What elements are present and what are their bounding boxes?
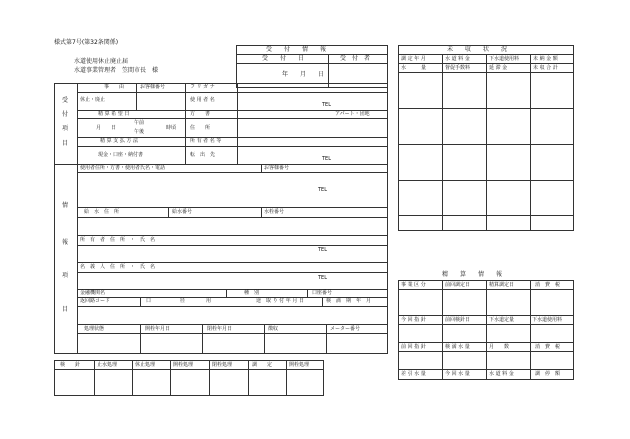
uncollected-r1c4: 未 納 金 額 bbox=[533, 56, 558, 62]
bank-name-label: 金融機関名 bbox=[80, 290, 106, 296]
settlement-r2c1: 今 回 指 針 bbox=[401, 317, 426, 323]
uncollected-r2c4: 未 収 合 計 bbox=[533, 65, 558, 71]
close-date-label: 閉栓年月日 bbox=[207, 326, 233, 332]
open-date-label: 開栓年月日 bbox=[145, 326, 171, 332]
jiyu-label: 事 由 bbox=[104, 84, 125, 90]
furigana-label: フ リ ガ ナ bbox=[190, 84, 215, 90]
reception-date-value: 年 月 日 bbox=[282, 71, 325, 78]
bottom-col-7: 開栓処理 bbox=[289, 362, 310, 368]
uncollected-r2c2: 督促手数料 bbox=[445, 65, 471, 71]
receiver-label: 受 付 者 bbox=[340, 55, 371, 62]
form-addressee: 水道事業管理者 笠間市長 様 bbox=[74, 67, 159, 74]
settlement-r1c1: 事 業 区 分 bbox=[401, 282, 426, 288]
settle-date-label: 精 算 希 望 日 bbox=[98, 111, 130, 117]
keiro-label: 径 bbox=[180, 298, 186, 304]
info-tel-1: TEL bbox=[318, 187, 327, 193]
kyushi-haishi-label: 休止・廃止 bbox=[80, 97, 106, 103]
forward-to-label: 転 出 先 bbox=[190, 152, 216, 158]
settlement-r4c1: 差 引 水 量 bbox=[401, 371, 426, 377]
meter-serial-label: メーター番号 bbox=[330, 326, 361, 332]
settlement-r1c2: 前回調定日 bbox=[445, 282, 471, 288]
payment-method-label: 精 算 支 払 方 法 bbox=[100, 138, 138, 144]
user-name-label: 使 用 者 名 bbox=[190, 97, 215, 103]
reception-tel-2: TEL bbox=[322, 156, 331, 162]
bottom-col-1: 検 針 bbox=[60, 362, 81, 368]
info-side-2: 報 bbox=[61, 239, 68, 246]
customer-no-label: お客様番号 bbox=[140, 84, 166, 90]
settlement-r4c2: 今 回 水 量 bbox=[445, 371, 470, 377]
uncollected-r2c1: 水 量 bbox=[401, 65, 427, 71]
settlement-r2c3: 下水道定量 bbox=[489, 317, 515, 323]
settlement-r4c3: 水 道 料 金 bbox=[489, 371, 514, 377]
reception-tel-1: TEL bbox=[322, 102, 331, 108]
expiry-label: 満 期 年 月 bbox=[336, 298, 372, 304]
reception-date-label: 受 付 日 bbox=[262, 55, 305, 62]
main-form-box bbox=[54, 83, 388, 354]
return-code-label: 返回路コード bbox=[80, 298, 111, 304]
supply-address-label: 給 水 住 所 bbox=[84, 209, 120, 215]
use-label: 用 bbox=[206, 298, 212, 304]
reception-side-3: 項 bbox=[61, 125, 68, 132]
time-label: 時頃 bbox=[166, 125, 177, 131]
owner-no-label: 所 有 者 名 等 bbox=[190, 138, 222, 144]
settlement-r3c1: 前 回 指 針 bbox=[401, 344, 426, 350]
kenman-label: 検 bbox=[326, 298, 332, 304]
month-day-label: 月 日 bbox=[96, 125, 117, 131]
apartment-label: アパート・団地 bbox=[335, 111, 370, 117]
address-label: 住 所 bbox=[190, 125, 211, 131]
nominee-address-label: 名 義 人 住 所 ・ 氏 名 bbox=[80, 264, 156, 270]
uncollected-header: 未 収 状 況 bbox=[447, 46, 508, 53]
uncollected-r1c3: 下水道使用料 bbox=[489, 56, 520, 62]
info-side-4: 目 bbox=[61, 306, 68, 313]
settlement-r2c4: 下水道使用料 bbox=[532, 317, 563, 323]
houshoku-label: 方 書 bbox=[190, 111, 211, 117]
info-side-1: 情 bbox=[61, 202, 68, 209]
pm-label: 午後 bbox=[134, 129, 145, 135]
settlement-r1c3: 精算調定日 bbox=[489, 282, 515, 288]
reception-header: 受 付 情 報 bbox=[266, 46, 327, 53]
meter-no-label: 水栓番号 bbox=[264, 209, 285, 215]
collection-label: 徴収 bbox=[268, 326, 279, 332]
settlement-r3c2: 検 満 水 量 bbox=[445, 344, 470, 350]
account-type-label: 種 別 bbox=[244, 290, 260, 296]
reception-side-1: 受 bbox=[61, 97, 68, 104]
reception-side-4: 目 bbox=[61, 140, 68, 147]
cash-options-label: 現金・口座・納付書 bbox=[98, 152, 144, 158]
bottom-col-5: 閉栓処理 bbox=[212, 362, 233, 368]
bottom-col-6: 調 定 bbox=[252, 362, 273, 368]
processing-status-label: 処理状態 bbox=[84, 326, 105, 332]
am-label: 午前 bbox=[134, 120, 145, 126]
purpose-label: 途 bbox=[256, 298, 262, 304]
uncollected-r1c1: 調 定 年 月 bbox=[401, 56, 426, 62]
settlement-r3c4: 消 費 税 bbox=[535, 344, 561, 350]
settlement-r1c4: 消 費 税 bbox=[535, 282, 561, 288]
bottom-col-2: 止水処理 bbox=[97, 362, 118, 368]
settlement-r2c2: 前回検針日 bbox=[445, 317, 471, 323]
install-date-label: 取 り 付 年 月 日 bbox=[266, 298, 304, 304]
supply-no-label: 給水番号 bbox=[172, 209, 193, 215]
form-number: 様式第7号(第32条関係) bbox=[54, 39, 119, 46]
info-side-3: 項 bbox=[61, 272, 68, 279]
form-title: 水道使用休止廃止届 bbox=[74, 58, 129, 65]
reception-side-2: 付 bbox=[61, 111, 68, 118]
user-info-label: 使用者住所・方書・使用者氏名・電話 bbox=[80, 165, 166, 171]
bottom-col-4: 開栓処理 bbox=[173, 362, 194, 368]
info-tel-3: TEL bbox=[318, 275, 327, 281]
uncollected-r1c2: 水 道 料 金 bbox=[445, 56, 470, 62]
settlement-r3c3: 月 数 bbox=[489, 344, 510, 350]
info-customer-no-label: お客様番号 bbox=[264, 165, 290, 171]
settlement-header: 精 算 情 報 bbox=[442, 271, 503, 278]
account-no-label: 口座番号 bbox=[312, 290, 333, 296]
settlement-r4c4: 調 停 額 bbox=[535, 371, 561, 377]
owner-address-label: 所 有 者 住 所 ・ 氏 名 bbox=[80, 237, 156, 243]
bottom-col-3: 休止処理 bbox=[135, 362, 156, 368]
kuchi-label: 口 bbox=[146, 298, 152, 304]
uncollected-r2c3: 延 滞 金 bbox=[489, 65, 508, 71]
info-tel-2: TEL bbox=[318, 247, 327, 253]
